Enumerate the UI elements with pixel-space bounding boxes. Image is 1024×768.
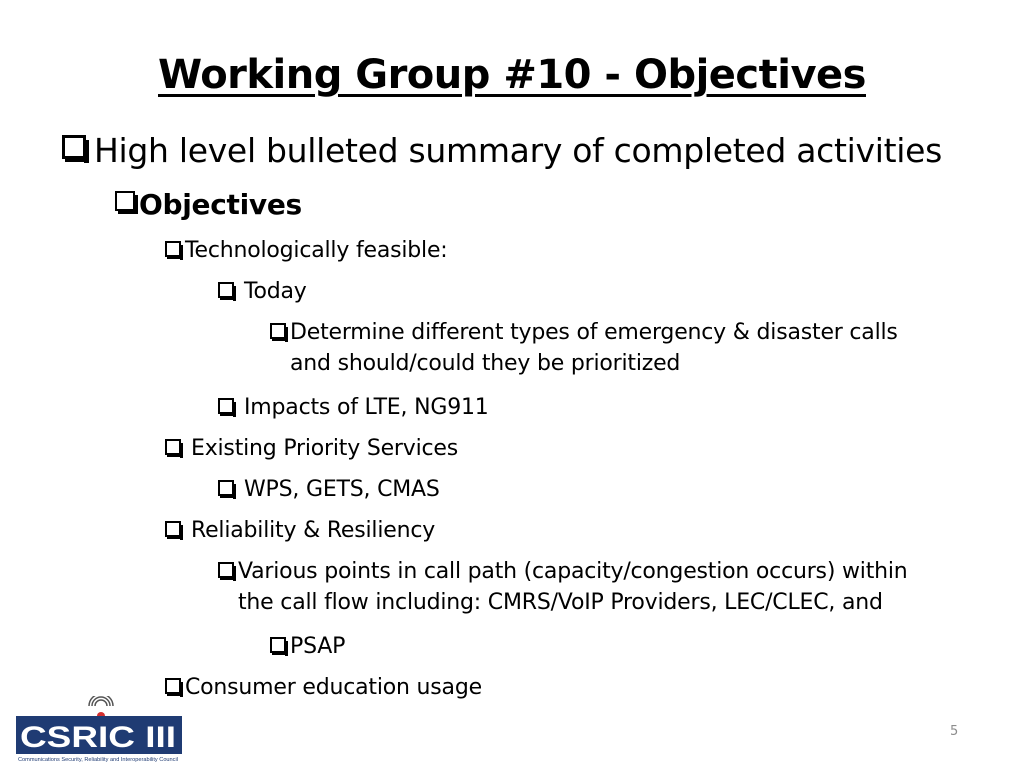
checkbox-bullet-icon bbox=[165, 241, 181, 257]
logo-name: CSRIC III bbox=[20, 721, 176, 754]
checkbox-bullet-icon bbox=[62, 135, 86, 159]
bullet-line: Determine different types of emergency & disaster calls bbox=[290, 320, 898, 345]
bullet-lte-ng911 bbox=[218, 393, 489, 424]
bullet-text: Existing Priority Services bbox=[191, 436, 458, 461]
checkbox-bullet-icon bbox=[218, 282, 234, 298]
slide-title: Working Group #10 - Objectives bbox=[158, 52, 866, 98]
checkbox-bullet-icon bbox=[270, 323, 286, 339]
bullet-summary bbox=[62, 128, 942, 174]
bullet-text: Objectives bbox=[139, 188, 302, 221]
bullet-text: PSAP bbox=[290, 634, 346, 659]
checkbox-bullet-icon bbox=[165, 678, 181, 694]
bullet-text: Impacts of LTE, NG911 bbox=[244, 395, 489, 420]
checkbox-bullet-icon bbox=[218, 398, 234, 414]
csric-logo bbox=[16, 696, 182, 764]
bullet-today bbox=[218, 277, 307, 308]
bullet-emergency-calls bbox=[270, 318, 898, 380]
bullet-consumer-education bbox=[165, 673, 482, 704]
checkbox-bullet-icon bbox=[270, 637, 286, 653]
checkbox-bullet-icon bbox=[218, 480, 234, 496]
checkbox-bullet-icon bbox=[165, 521, 181, 537]
slide-number: 5 bbox=[950, 724, 959, 739]
bullet-text: High level bulleted summary of completed activities bbox=[94, 131, 943, 170]
bullet-text: Consumer education usage bbox=[185, 675, 482, 700]
bullet-objectives bbox=[115, 185, 302, 224]
checkbox-bullet-icon bbox=[218, 562, 234, 578]
bullet-text bbox=[290, 318, 898, 380]
bullet-text: Today bbox=[244, 279, 307, 304]
checkbox-bullet-icon bbox=[115, 191, 135, 211]
bullet-line: Various points in call path (capacity/congestion occurs) within bbox=[238, 559, 908, 584]
bullet-text bbox=[238, 557, 908, 619]
bullet-text: Technologically feasible: bbox=[185, 238, 448, 263]
bullet-line: and should/could they be prioritized bbox=[290, 350, 681, 376]
signal-icon bbox=[89, 696, 113, 706]
bullet-tech-feasible bbox=[165, 236, 448, 267]
bullet-wps-gets-cmas bbox=[218, 475, 440, 506]
bullet-call-path bbox=[218, 557, 908, 619]
bullet-psap bbox=[270, 632, 345, 663]
bullet-priority-services bbox=[165, 434, 458, 465]
bullet-reliability bbox=[165, 516, 435, 547]
logo-tagline: Communications Security, Reliability and Interoperability Council bbox=[18, 757, 178, 763]
bullet-line: the call flow including: CMRS/VoIP Providers, LEC/CLEC, and bbox=[238, 589, 883, 615]
bullet-text: Reliability & Resiliency bbox=[191, 518, 436, 543]
checkbox-bullet-icon bbox=[165, 439, 181, 455]
bullet-text: WPS, GETS, CMAS bbox=[244, 477, 440, 502]
